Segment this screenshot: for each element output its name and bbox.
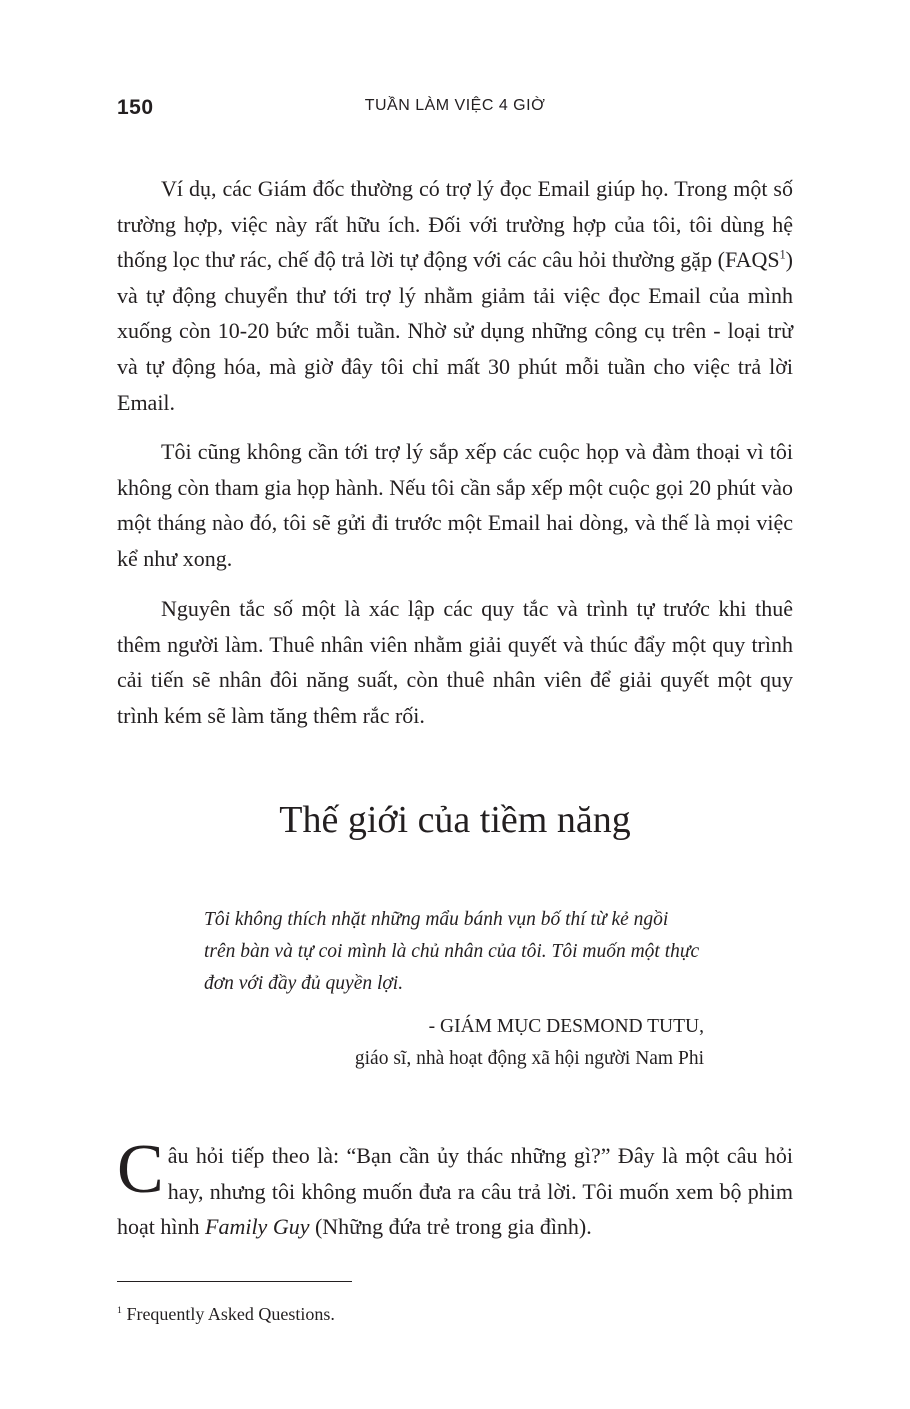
body-paragraph-2	[117, 434, 793, 576]
paragraph-text: Nguyên tắc số một là xác lập các quy tắc và trình tự trước khi thuê thêm người làm. Thuê nhân viên nhằm giải quyết và thúc đẩy một quy trình cải tiến sẽ nhân đôi năng suất, còn thuê nhân viên để giải quyết một quy trình kém sẽ làm tăng thêm rắc rối.	[117, 596, 793, 728]
italic-title: Family Guy	[205, 1214, 310, 1240]
paragraph-text: (Những đứa trẻ trong gia đình).	[309, 1214, 592, 1240]
attribution-name: - GIÁM MỤC DESMOND TUTU,	[428, 1016, 704, 1037]
section-heading: Thế giới của tiềm năng	[279, 799, 631, 841]
attribution-description: giáo sĩ, nhà hoạt động xã hội người Nam Phi	[354, 1048, 704, 1069]
paragraph-text: Tôi cũng không cần tới trợ lý sắp xếp các cuộc họp và đàm thoại vì tôi không còn tham gia họp hành. Nếu tôi cần sắp xếp một cuộc gọi 20 phút vào một tháng nào đó, tôi sẽ gửi đi trước một Email hai dòng, và thế là mọi việc kể như xong.	[117, 439, 793, 571]
footnote	[117, 1301, 335, 1327]
footnote-reference[interactable]: 1	[779, 247, 786, 262]
epigraph-quote: Tôi không thích nhặt những mẩu bánh vụn bố thí từ kẻ ngồi trên bàn và tự coi mình là chủ nhân của tôi. Tôi muốn một thực đơn với đầy đủ quyền lợi.	[204, 909, 700, 994]
footnote-text: Frequently Asked Questions.	[121, 1304, 335, 1324]
body-paragraph-3	[117, 591, 793, 733]
paragraph-text: âu hỏi tiếp theo là: “Bạn cần ủy thác những gì?” Đây là một câu hỏi hay, nhưng tôi không muốn đưa ra câu trả lời. Tôi muốn xem bộ phim hoạt hình	[117, 1143, 793, 1240]
drop-cap-letter: C	[117, 1131, 164, 1208]
running-head: TUẦN LÀM VIỆC 4 GIỜ	[364, 97, 546, 114]
footnote-marker: 1	[117, 1305, 122, 1316]
page-number: 150	[117, 96, 154, 119]
dropcap-paragraph	[117, 1131, 793, 1245]
paragraph-text: Ví dụ, các Giám đốc thường có trợ lý đọc Email giúp họ. Trong một số trường hợp, việc này rất hữu ích. Đối với trường hợp của tôi, tôi dùng hệ thống lọc thư rác, chế độ trả lời tự động với các câu hỏi thường gặp (FAQS	[117, 176, 793, 273]
paragraph-text: ) và tự động chuyển thư tới trợ lý nhằm giảm tải việc đọc Email của mình xuống còn 10-20 bức mỗi tuần. Nhờ sử dụng những công cụ trên - loại trừ và tự động hóa, mà giờ đây tôi chỉ mất 30 phút mỗi tuần cho việc trả lời Email.	[117, 247, 793, 415]
body-paragraph-1	[117, 171, 793, 420]
footnote-divider	[117, 1281, 352, 1282]
epigraph-attribution	[204, 1011, 704, 1075]
